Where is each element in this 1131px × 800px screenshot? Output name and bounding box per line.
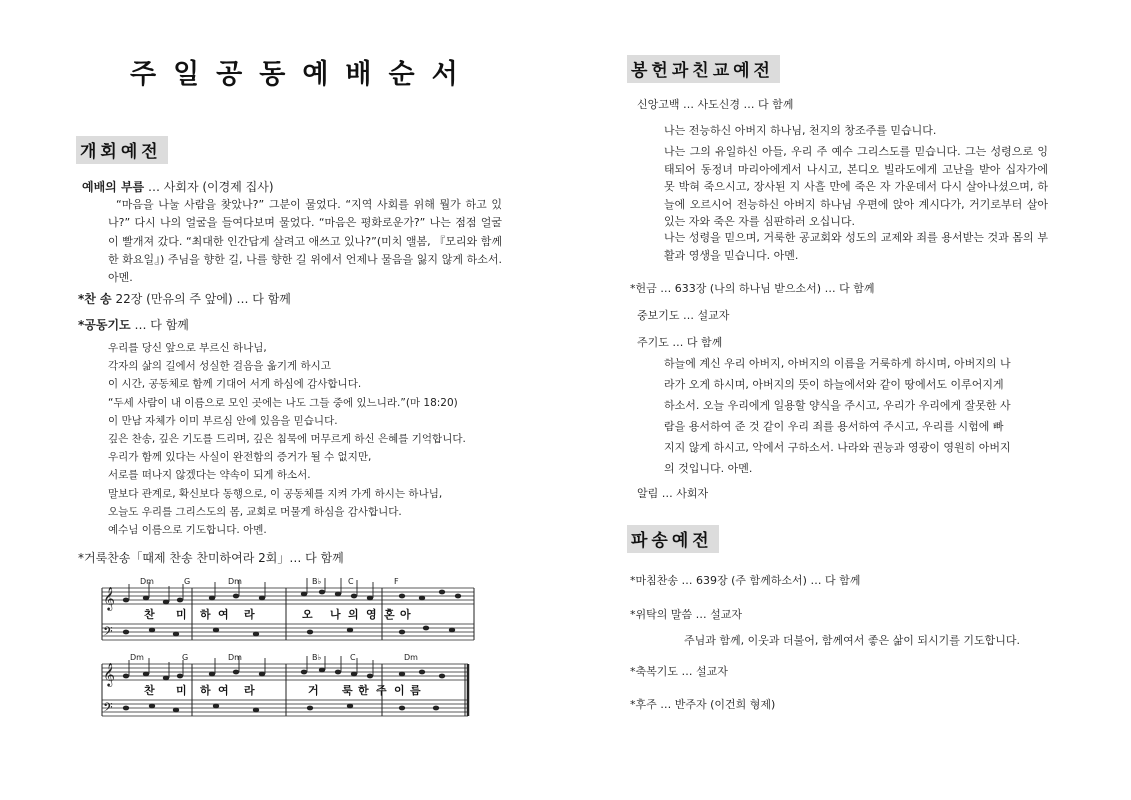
lords-prayer-line: 하소서. 오늘 우리에게 일용할 양식을 주시고, 우리가 우리에게 잘못한 사 bbox=[664, 399, 1011, 412]
prayer-line: 각자의 삶의 길에서 성실한 걸음을 옮기게 하시고 bbox=[108, 360, 331, 373]
clefs bbox=[103, 586, 115, 718]
hymn-detail: 22장 (만유의 주 앞에) … 다 함께 bbox=[111, 292, 291, 306]
lyric-syllable: 의 bbox=[348, 608, 359, 621]
prayer-line: “두세 사람이 내 이름으로 모인 곳에는 나도 그들 중에 있느니라.”(마 18:20) bbox=[108, 396, 458, 409]
lyric-syllable: 이 bbox=[394, 684, 405, 697]
invocation-item bbox=[82, 178, 274, 195]
lyric-syllable: 미 bbox=[176, 684, 187, 697]
chord-symbol: Dm bbox=[130, 653, 144, 662]
creed-item: 신앙고백 … 사도신경 … 다 함께 bbox=[637, 98, 794, 111]
chord-symbol: G bbox=[184, 577, 191, 586]
creed-line-1: 나는 전능하신 아버지 하나님, 천지의 창조주를 믿습니다. bbox=[664, 124, 937, 137]
chord-symbol: C bbox=[348, 577, 354, 586]
prayer-line: 말보다 관계로, 확신보다 동행으로, 이 공동체를 지켜 가게 하시는 하나님, bbox=[108, 487, 443, 500]
invocation-text: “마음을 나눌 사람을 찾았나?” 그분이 물었다. “지역 사회를 위해 뭘가 하고 있나?” 다시 나의 얼굴을 들여다보며 물었다. “마음은 평화로운가?” 나는 점점 얼굴이 빨개져 갔다. “최대한 인간답게 살려고 애쓰고 있나?”(미치 앨봄, 『모리와 함께한 화요일』) 주님을 향한 길, 나를 향한 길 위에서 언제나 물음을 잃지 않게 하소서. 아멘. bbox=[108, 198, 502, 285]
page-title: 주일공동예배순서 bbox=[130, 59, 475, 90]
prayer-line: 이 시간, 공동체로 함께 기대어 서게 하심에 감사합니다. bbox=[108, 378, 362, 391]
lyric-syllable: 여 bbox=[218, 608, 229, 621]
commission-text: 주님과 함께, 이웃과 더불어, 함께여서 좋은 삶이 되시기를 기도합니다. bbox=[684, 634, 1020, 647]
svg-text:𝄞: 𝄞 bbox=[103, 586, 115, 610]
lyric-syllable: 여 bbox=[218, 684, 229, 697]
prayer-line: 이 만남 자체가 이미 부르심 안에 있음을 믿습니다. bbox=[108, 414, 338, 427]
chord-symbol: Dm bbox=[404, 653, 418, 662]
svg-text:𝄢: 𝄢 bbox=[103, 700, 113, 718]
invocation-leader: … 사회자 (이경제 집사) bbox=[144, 180, 274, 194]
lyric-syllable: 라 bbox=[244, 684, 255, 697]
prayer-text bbox=[108, 339, 466, 539]
chord-symbol: F bbox=[394, 577, 399, 586]
chord-symbol: B♭ bbox=[312, 577, 322, 586]
prayer-line: 깊은 찬송, 깊은 기도를 드리며, 깊은 침묵에 머무르게 하신 은혜를 기억합니다. bbox=[108, 432, 466, 445]
lords-prayer-line: 라가 오게 하시며, 아버지의 뜻이 하늘에서와 같이 땅에서도 이루어지게 bbox=[664, 378, 1004, 391]
lyric-syllable: 나 bbox=[330, 608, 341, 621]
lyric-syllable: 라 bbox=[244, 608, 255, 621]
chord-symbol: B♭ bbox=[312, 653, 322, 662]
lyric-syllable: 찬 bbox=[144, 608, 155, 621]
lyric-syllable: 한 bbox=[358, 684, 369, 697]
chord-symbol: Dm bbox=[140, 577, 154, 586]
lords-prayer-text bbox=[664, 353, 1011, 479]
hymn-item bbox=[78, 290, 291, 307]
commission-item: *위탁의 말씀 … 설교자 bbox=[630, 608, 742, 621]
prayer-leader: … 다 함께 bbox=[130, 318, 189, 332]
prayer-label: *공동기도 bbox=[78, 318, 131, 332]
prayer-line: 서로를 떠나지 않겠다는 약속이 되게 하소서. bbox=[108, 469, 311, 482]
lyric-syllable: 하 bbox=[200, 608, 211, 621]
svg-text:𝄢: 𝄢 bbox=[103, 624, 113, 642]
lyric-syllable: 아 bbox=[400, 608, 411, 621]
lyric-syllable: 혼 bbox=[384, 608, 395, 621]
section-heading-sending: 파송예전 bbox=[627, 525, 719, 553]
prayer-item bbox=[78, 316, 189, 333]
lyric-syllable: 름 bbox=[410, 684, 421, 697]
lords-prayer-line: 의 것입니다. 아멘. bbox=[664, 462, 753, 475]
benediction-item: *축복기도 … 설교자 bbox=[630, 665, 728, 678]
postlude-item: *후주 … 반주자 (이건희 형제) bbox=[630, 698, 776, 711]
lords-prayer-line: 지지 않게 하시고, 악에서 구하소서. 나라와 권능과 영광이 영원히 아버지 bbox=[664, 441, 1011, 454]
lyric-syllable: 오 bbox=[302, 608, 313, 621]
doxology-item: *거룩찬송「때제 찬송 찬미하여라 2회」… 다 함께 bbox=[78, 551, 344, 565]
lyric-syllable: 영 bbox=[366, 608, 377, 621]
chord-symbol: Dm bbox=[228, 653, 242, 662]
section-heading-opening: 개회예전 bbox=[76, 136, 168, 164]
lords-prayer-line: 람을 용서하여 준 것 같이 우리 죄를 용서하여 주시고, 우리를 시험에 빠 bbox=[664, 420, 1004, 433]
prayer-line: 오늘도 우리를 그리스도의 몸, 교회로 머물게 하심을 감사합니다. bbox=[108, 505, 402, 518]
chord-symbol: Dm bbox=[228, 577, 242, 586]
prayer-line: 우리가 함께 있다는 사실이 완전함의 증거가 될 수 없지만, bbox=[108, 451, 372, 464]
announcements-item: 알림 … 사회자 bbox=[637, 487, 709, 500]
offertory-item: *헌금 … 633장 (나의 하나님 받으소서) … 다 함께 bbox=[630, 282, 875, 295]
invocation-label: 예배의 부름 bbox=[82, 180, 145, 194]
creed-paragraph-2: 나는 그의 유일하신 아들, 우리 주 예수 그리스도를 믿습니다. 그는 성령으로 잉태되어 동정녀 마리아에게서 나시고, 본디오 빌라도에게 고난을 받아 십자가에 못 박혀 죽으시고, 장사된 지 사흘 만에 죽은 자 가운데서 다시 살아나셨으며, 하늘에 오르시어 전능하신 아버지 하나님 우편에 앉아 계시다가, 거기로부터 살아있는 자와 죽은 자를 심판하러 오십니다. bbox=[664, 145, 1048, 229]
chord-symbol: G bbox=[182, 653, 189, 662]
lords-prayer-line: 하늘에 계신 우리 아버지, 아버지의 이름을 거룩하게 하시며, 아버지의 나 bbox=[664, 357, 1011, 370]
lyric-syllable: 찬 bbox=[144, 684, 155, 697]
lyric-syllable: 하 bbox=[200, 684, 211, 697]
svg-text:𝄞: 𝄞 bbox=[103, 662, 115, 686]
chord-symbol: C bbox=[350, 653, 356, 662]
closing-hymn-item: *마침찬송 … 639장 (주 함께하소서) … 다 함께 bbox=[630, 574, 861, 587]
lyric-syllable: 미 bbox=[176, 608, 187, 621]
hymn-label: *찬 송 bbox=[78, 292, 112, 306]
prayer-line: 우리를 당신 앞으로 부르신 하나님, bbox=[108, 342, 267, 354]
intercession-item: 중보기도 … 설교자 bbox=[637, 309, 730, 322]
section-heading-offering: 봉헌과친교예전 bbox=[627, 55, 780, 83]
prayer-line: 예수님 이름으로 기도합니다. 아멘. bbox=[108, 523, 267, 536]
lyric-syllable: 거 bbox=[308, 684, 319, 697]
lyric-syllable: 룩 bbox=[342, 684, 353, 697]
lords-prayer-item: 주기도 … 다 함께 bbox=[637, 336, 723, 349]
creed-paragraph-3: 나는 성령을 믿으며, 거룩한 공교회와 성도의 교제와 죄를 용서받는 것과 몸의 부활과 영생을 믿습니다. 아멘. bbox=[664, 231, 1048, 262]
music-score bbox=[96, 574, 480, 724]
lyric-syllable: 주 bbox=[376, 684, 387, 697]
score-lyrics bbox=[144, 607, 421, 697]
